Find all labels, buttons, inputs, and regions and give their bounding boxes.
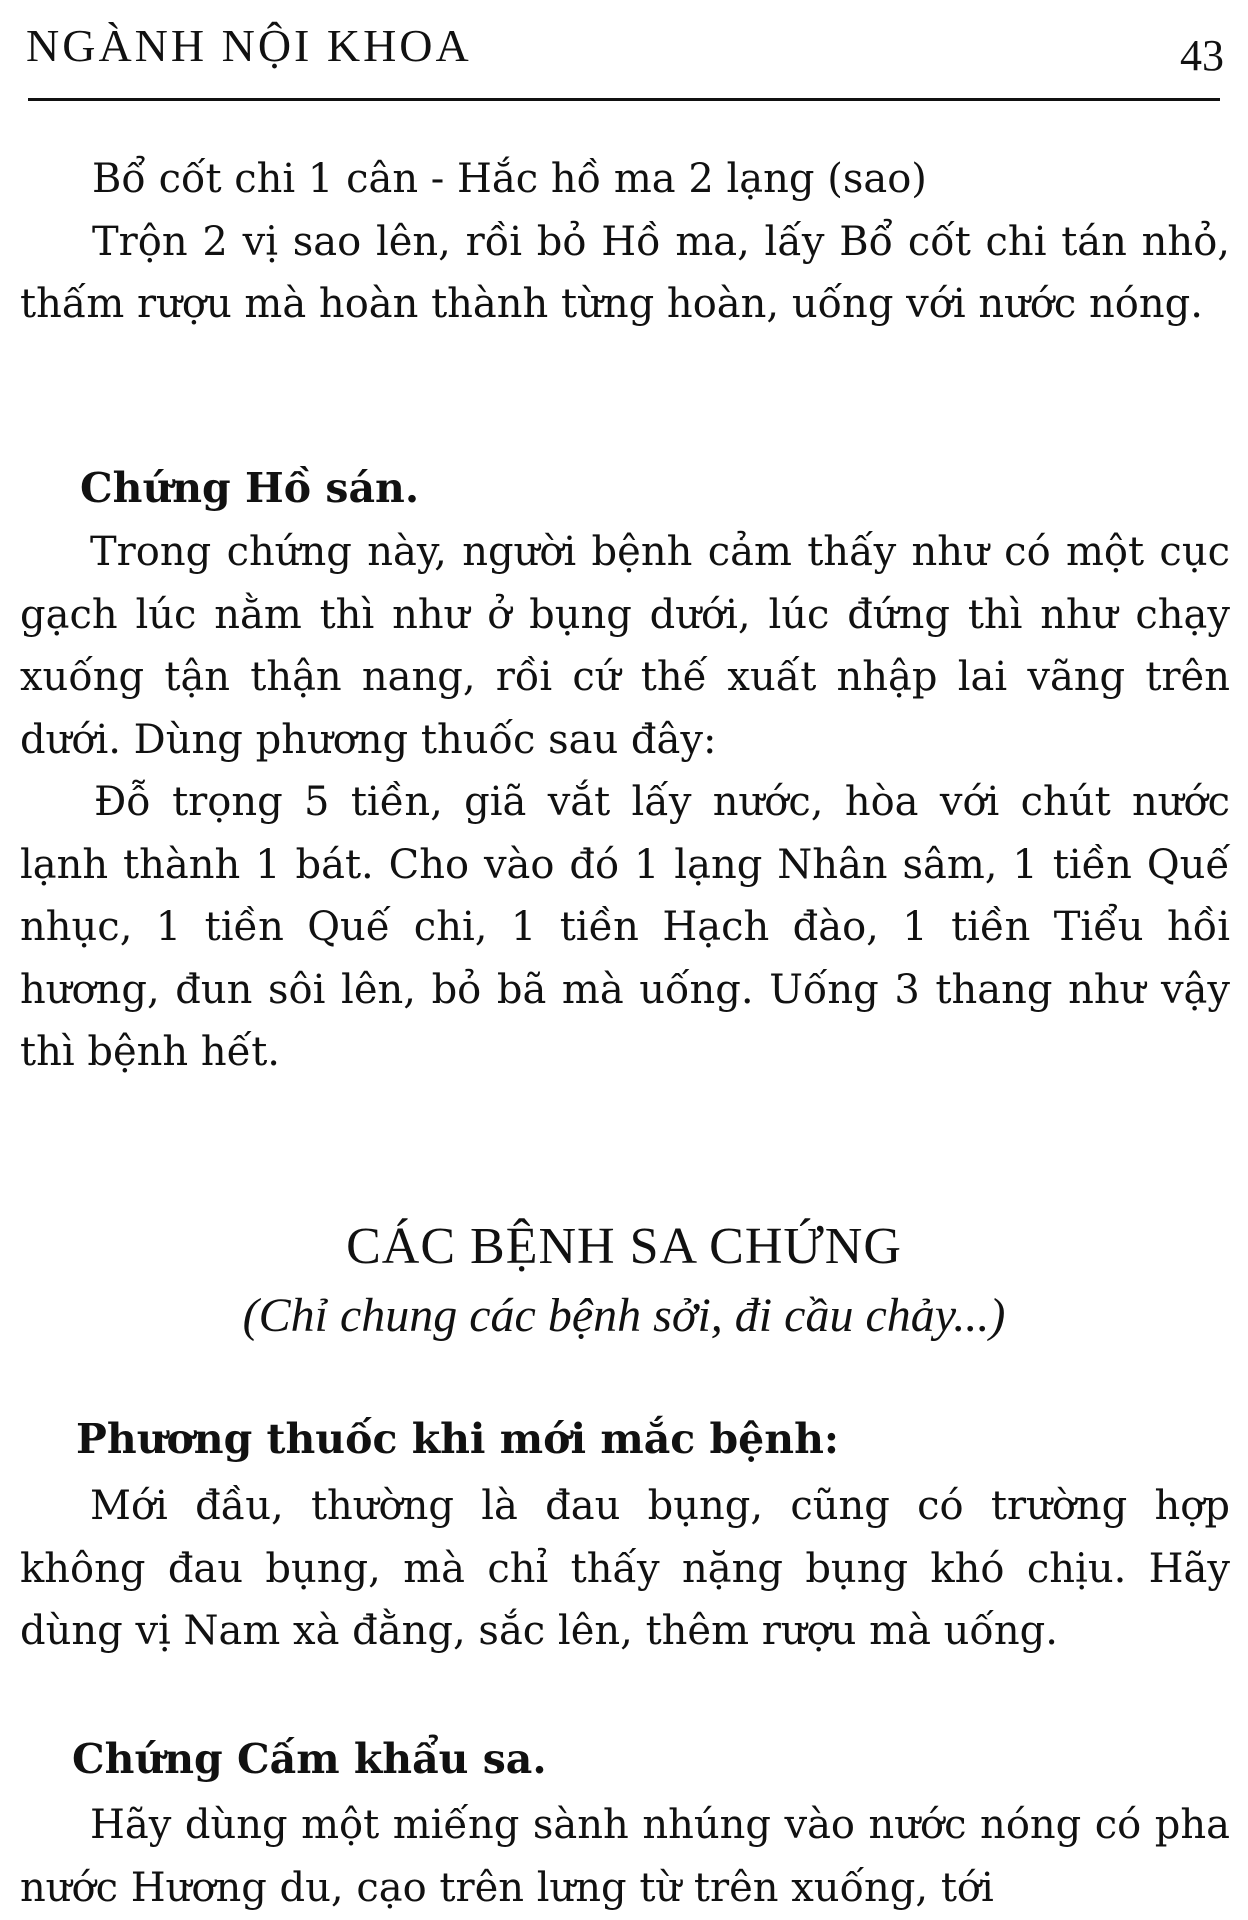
cam-khau-paragraph: Hãy dùng một miếng sành nhúng vào nước nóng có pha nước Hương du, cạo trên lưng từ trên xuống, tới <box>20 1802 1230 1911</box>
moi-mac-body <box>20 1475 1230 1663</box>
section-subtitle: (Chỉ chung các bệnh sởi, đi cầu chảy...) <box>242 1289 1006 1342</box>
section-title: CÁC BỆNH SA CHỨNG <box>346 1218 902 1275</box>
running-head: NGÀNH NỘI KHOA <box>26 20 472 71</box>
recipe-block <box>20 148 1230 336</box>
heading-moi-mac: Phương thuốc khi mới mắc bệnh: <box>76 1415 840 1463</box>
page-number: 43 <box>1180 31 1224 80</box>
heading-cam-khau: Chứng Cấm khẩu sa. <box>72 1735 547 1783</box>
moi-mac-paragraph: Mới đầu, thường là đau bụng, cũng có trường hợp không đau bụng, mà chỉ thấy nặng bụng khó chịu. Hãy dùng vị Nam xà đằng, sắc lên, thêm rượu mà uống. <box>20 1483 1230 1654</box>
ho-san-paragraph-2: Đỗ trọng 5 tiền, giã vắt lấy nước, hòa với chút nước lạnh thành 1 bát. Cho vào đó 1 lạng Nhân sâm, 1 tiền Quế nhục, 1 tiền Quế chi, 1 tiền Hạch đào, 1 tiền Tiểu hồi hương, đun sôi lên, bỏ bã mà uống. Uống 3 thang như vậy thì bệnh hết. <box>20 779 1230 1075</box>
ho-san-paragraph-1: Trong chứng này, người bệnh cảm thấy như có một cục gạch lúc nằm thì như ở bụng dưới, lúc đứng thì như chạy xuống tận thận nang, rồi cứ thế xuất nhập lai vãng trên dưới. Dùng phương thuốc sau đây: <box>20 529 1230 763</box>
ho-san-body <box>20 521 1230 1084</box>
recipe-ingredients: Bổ cốt chi 1 cân - Hắc hồ ma 2 lạng (sao) <box>92 156 927 202</box>
header-rule <box>28 98 1220 101</box>
recipe-instructions: Trộn 2 vị sao lên, rồi bỏ Hồ ma, lấy Bổ cốt chi tán nhỏ, thấm rượu mà hoàn thành từng hoàn, uống với nước nóng. <box>20 218 1230 327</box>
cam-khau-body <box>20 1794 1230 1919</box>
heading-ho-san: Chứng Hồ sán. <box>80 464 420 512</box>
